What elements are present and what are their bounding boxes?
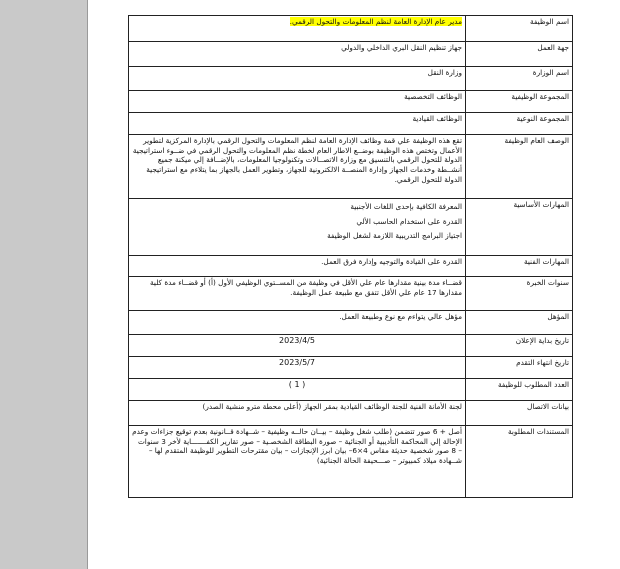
- row-label: المجموعة النوعية: [466, 113, 573, 135]
- table-row: [129, 135, 573, 199]
- row-value: القدرة على القيادة والتوجيه وإدارة فرق العمل.: [129, 256, 466, 277]
- page-edge: [87, 0, 88, 569]
- row-label: المجموعة الوظيفية: [466, 91, 573, 113]
- table-row: [129, 401, 573, 426]
- row-value: [129, 199, 466, 256]
- job-title-highlight: مدير عام الإدارة العامة لنظم المعلومات والتحول الرقمي.: [289, 17, 462, 26]
- row-value: جهاز تنظيم النقل البري الداخلي والدولي: [129, 42, 466, 67]
- row-label: الوصف العام الوظيفة: [466, 135, 573, 199]
- row-label: اسم الوزارة: [466, 67, 573, 91]
- row-value: 2023/5/7: [129, 357, 466, 379]
- table-row: [129, 67, 573, 91]
- table-row: [129, 199, 573, 256]
- row-label: تاريخ بداية الإعلان: [466, 335, 573, 357]
- row-label: اسم الوظيفة: [466, 16, 573, 42]
- skill-item: المعرفة الكافية بإحدى اللغات الأجنبية: [350, 202, 462, 211]
- row-value: قضــاء مدة بينية مقدارها عام علي الأقل في وظيفة من المســتوي الوظيفي الأول (أ) أو قضــاء مدة كلية مقدارها 17 عام علي الأقل تتفق مع طبيعة عمل الوظيفة.: [129, 277, 466, 311]
- row-label: بيانات الاتصال: [466, 401, 573, 426]
- row-value: ( 1 ): [129, 379, 466, 401]
- row-label: تاريخ انتهاء التقدم: [466, 357, 573, 379]
- row-value: الوظائف التخصصية: [129, 91, 466, 113]
- row-label: جهة العمل: [466, 42, 573, 67]
- table-row: [129, 335, 573, 357]
- row-value: تقع هذه الوظيفة علي قمة وظائف الإدارة العامة لنظم المعلومات والتحول الرقمي بالإدارة المركزية لتطوير الأعمال وتختص هذه الوظيفة بوضــع الاطار العام لخطة نظم المعلومات والتحول الرقمي في ضــوء استراتيجية الدولة للتحول الرقمي بالتنسيق مع وزارة الاتصــالات وتكنولوجيا المعلومات، بالإضــافة إلي ميكنة جميع أنشــطة وخدمات الجهاز وإدارة المنصــة الالكترونية للجهاز، وتطوير العمل بالجهاز بما يتلاءم مع استراتيجية الدولة للتحول الرقمي.: [129, 135, 466, 199]
- table-row: [129, 16, 573, 42]
- row-value: [129, 16, 466, 42]
- table-row: [129, 311, 573, 335]
- table-row: [129, 91, 573, 113]
- table-row: [129, 379, 573, 401]
- row-value: لجنة الأمانة الفنية للجنة الوظائف القيادية بمقر الجهاز (أعلى محطة مترو منشية الصدر): [129, 401, 466, 426]
- row-value: وزارة النقل: [129, 67, 466, 91]
- table-row: [129, 357, 573, 379]
- row-label: المستندات المطلوبة: [466, 426, 573, 498]
- row-label: المهارات الأساسية: [466, 199, 573, 256]
- row-value: أصل + 6 صور تتضمن (طلب شغل وظيفة – بيــان حالــه وظيفية – شــهادة قــانونية بعدم توقيع جزاءات وعدم الإحالة إلي المحاكمة التأديبية أو الجنائية – صورة البطاقة الشخصـية – صور تقارير الكفـــــــاية لأخر 3 سنوات – 8 صور شخصية حديثة مقاس 4×6– بيان ابرز الإنجازات – بيان مقترحات التطوير للوظيفة المتقدم لها – شــهادة ميلاد كمبيوتر – صـــحيفة الحالة الجنائية): [129, 426, 466, 498]
- table-row: [129, 42, 573, 67]
- row-label: سنوات الخبرة: [466, 277, 573, 311]
- row-label: المؤهل: [466, 311, 573, 335]
- table-row: [129, 277, 573, 311]
- skill-item: اجتياز البرامج التدريبية اللازمة لشغل الوظيفة: [327, 231, 462, 241]
- skill-item: القدرة على استخدام الحاسب الألي: [356, 216, 462, 226]
- table-row: [129, 426, 573, 498]
- row-value: الوظائف القيادية: [129, 113, 466, 135]
- row-value: مؤهل عالي يتواءم مع نوع وطبيعة العمل.: [129, 311, 466, 335]
- row-label: العدد المطلوب للوظيفة: [466, 379, 573, 401]
- row-label: المهارات الفنية: [466, 256, 573, 277]
- row-value: 2023/4/5: [129, 335, 466, 357]
- table-row: [129, 113, 573, 135]
- job-details-table: [128, 15, 573, 498]
- table-row: [129, 256, 573, 277]
